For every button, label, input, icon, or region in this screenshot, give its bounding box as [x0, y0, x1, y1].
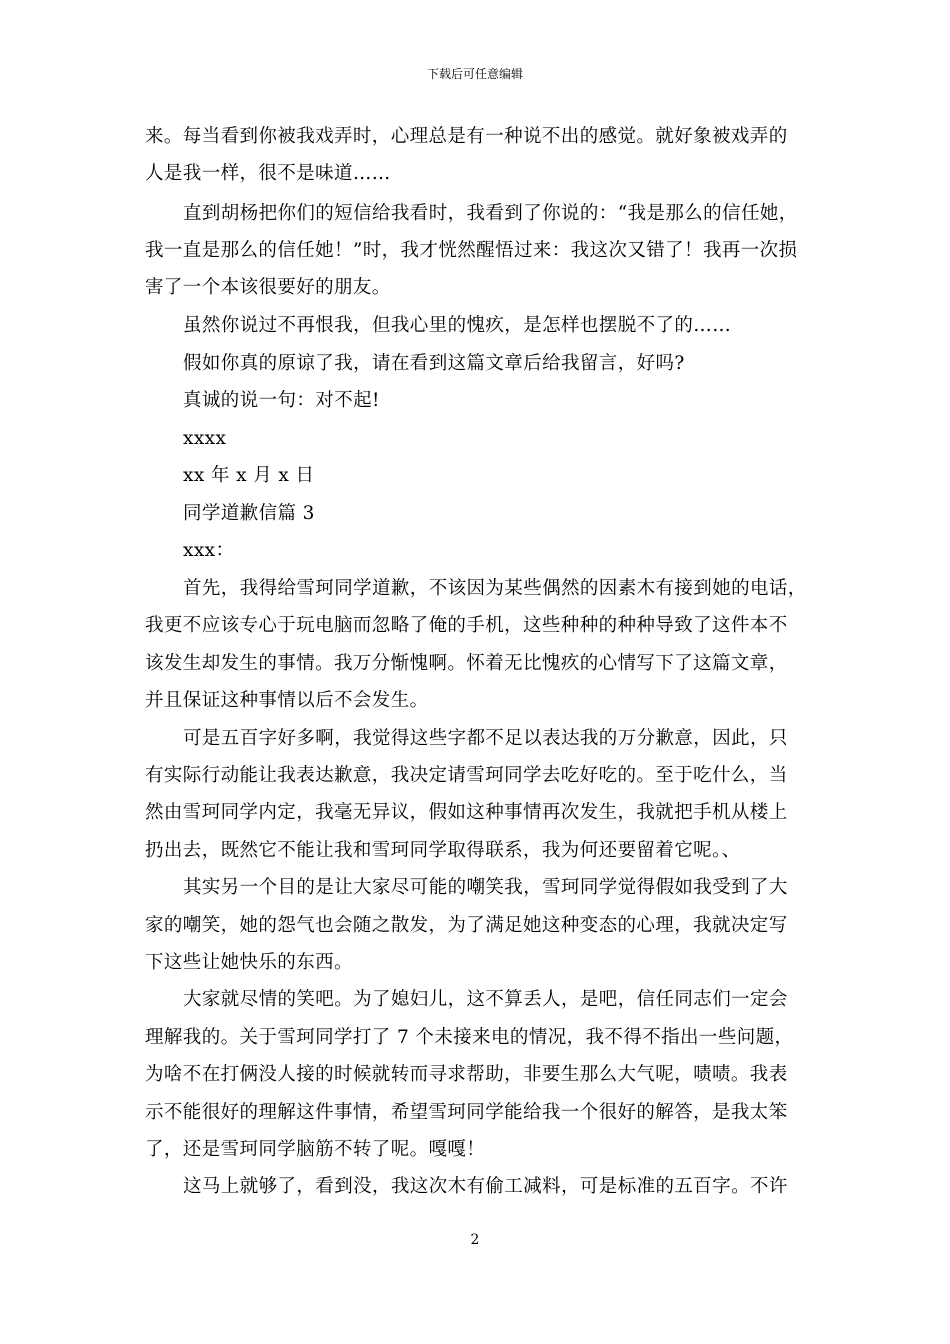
text-line: 真诚的说一句：对不起!: [183, 390, 380, 411]
text-line: 然由雪珂同学内定，我毫无异议，假如这种事情再次发生，我就把手机从楼上: [145, 802, 788, 823]
text-line: 假如你真的原谅了我，请在看到这篇文章后给我留言，好吗?: [183, 353, 685, 374]
salutation: xxx：: [183, 540, 235, 561]
date-line: xx 年 x 月 x 日: [183, 465, 315, 486]
text-line: 直到胡杨把你们的短信给我看时，我看到了你说的：“我是那么的信任她，: [183, 203, 798, 224]
section-title: 同学道歉信篇 3: [183, 503, 315, 524]
text-line: 人是我一样，很不是味道……: [145, 163, 391, 184]
text-line: 这马上就够了，看到没，我这次木有偷工减料，可是标准的五百字。不许: [183, 1176, 788, 1197]
text-line: 扔出去，既然它不能让我和雪珂同学取得联系，我为何还要留着它呢。、: [145, 840, 741, 861]
text-line: 我更不应该专心于玩电脑而忽略了俺的手机，这些种种的种种导致了这件本不: [145, 615, 788, 636]
text-line: 来。每当看到你被我戏弄时，心理总是有一种说不出的感觉。就好象被戏弄的: [145, 126, 788, 147]
text-line: 该发生却发生的事情。我万分惭愧啊。怀着无比愧疚的心情写下了这篇文章，: [145, 653, 788, 674]
text-line: 其实另一个目的是让大家尽可能的嘲笑我，雪珂同学觉得假如我受到了大: [183, 877, 788, 898]
page-number: 2: [470, 1232, 480, 1248]
text-line: 并且保证这种事情以后不会发生。: [145, 690, 429, 711]
text-line: 大家就尽情的笑吧。为了媳妇儿，这不算丢人，是吧，信任同志们一定会: [183, 989, 788, 1010]
text-line: 示不能很好的理解这件事情，希望雪珂同学能给我一个很好的解答，是我太笨: [145, 1102, 788, 1123]
signature: xxxx: [183, 428, 227, 449]
text-line: 害了一个本该很要好的朋友。: [145, 277, 391, 298]
text-line: 下这些让她快乐的东西。: [145, 952, 353, 973]
page-header: 下载后可任意编辑: [426, 67, 523, 81]
text-line: 家的嘲笑，她的怨气也会随之散发，为了满足她这种变态的心理，我就决定写: [145, 915, 788, 936]
text-line: 了，还是雪珂同学脑筋不转了呢。嘎嘎！: [145, 1139, 486, 1160]
text-line: 虽然你说过不再恨我，但我心里的愧疚，是怎样也摆脱不了的……: [183, 315, 732, 336]
text-line: 可是五百字好多啊，我觉得这些字都不足以表达我的万分歉意，因此，只: [183, 728, 788, 749]
text-line: 首先，我得给雪珂同学道歉，不该因为某些偶然的因素木有接到她的电话，: [183, 578, 807, 599]
text-line: 有实际行动能让我表达歉意，我决定请雪珂同学去吃好吃的。至于吃什么，当: [145, 765, 788, 786]
text-line: 为啥不在打俩没人接的时候就转而寻求帮助，非要生那么大气呢，啧啧。我表: [145, 1064, 788, 1085]
text-line: 理解我的。关于雪珂同学打了 7 个未接来电的情况，我不得不指出一些问题，: [145, 1027, 794, 1048]
text-line: 我一直是那么的信任她！”时，我才恍然醒悟过来：我这次又错了！我再一次损: [145, 240, 798, 261]
